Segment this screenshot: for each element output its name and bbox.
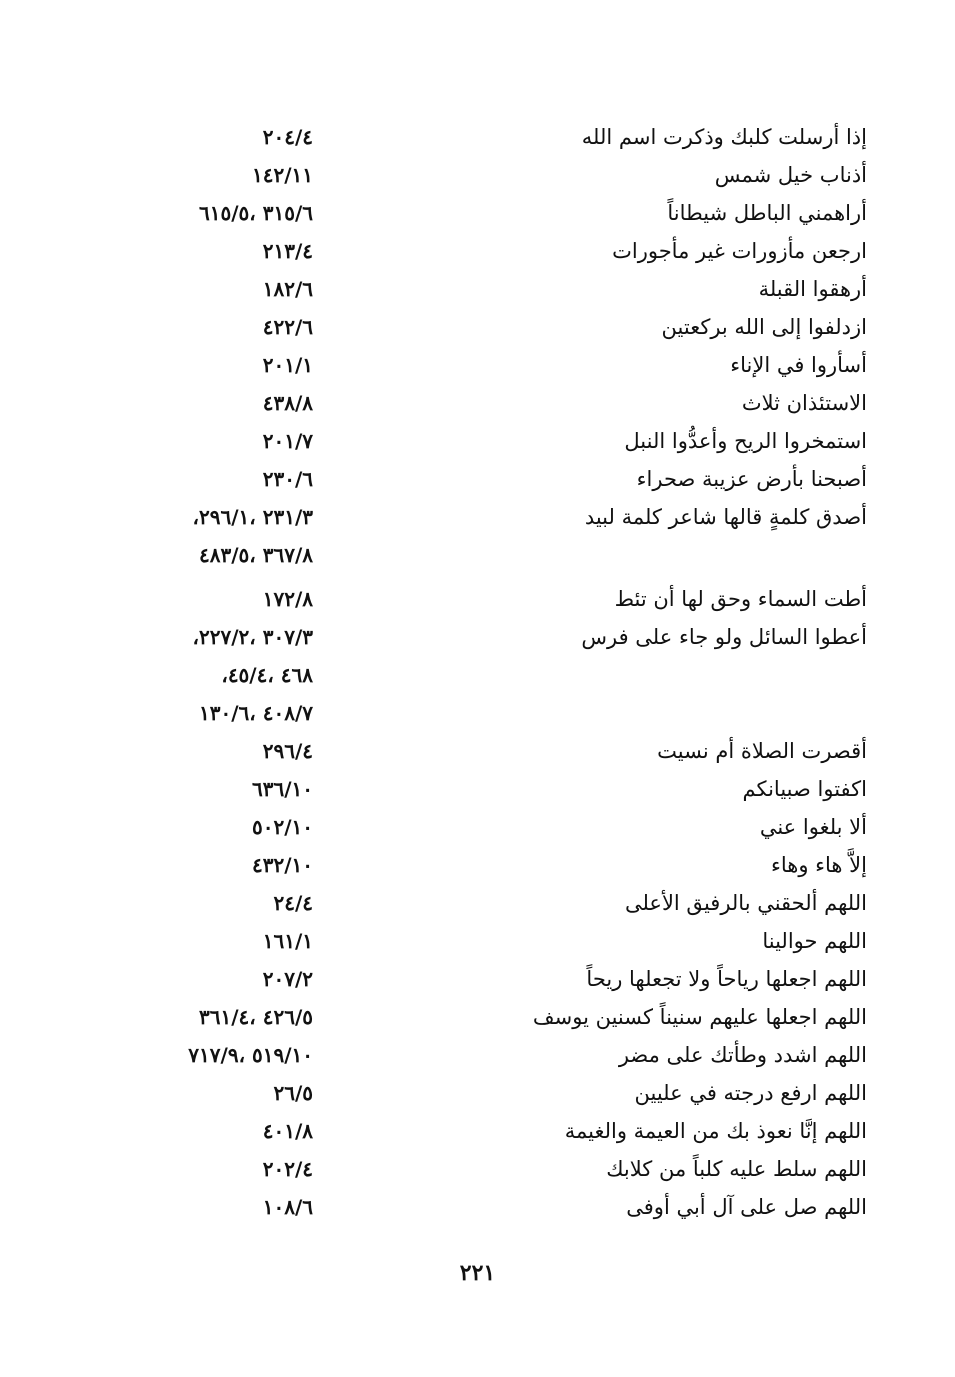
entry-phrase: أعطوا السائل ولو جاء على فرس (581, 625, 867, 649)
entry-reference: ٢٠١/٧ (262, 429, 313, 453)
entry-phrase: أرهقوا القبلة (758, 277, 867, 301)
index-entry-continuation (0, 536, 955, 574)
entry-reference: ٣٦٧/٨ ،٤٨٣/٥ (199, 543, 313, 567)
entry-phrase: اللهم اشدد وطأتك على مضر (618, 1043, 867, 1067)
index-entry (0, 460, 955, 498)
index-entry (0, 732, 955, 770)
entry-reference: ١٦١/١ (262, 929, 313, 953)
index-entry (0, 1112, 955, 1150)
entry-reference: ٢٠١/١ (262, 353, 313, 377)
index-entry (0, 846, 955, 884)
index-entry (0, 808, 955, 846)
entry-reference: ٢٤/٤ (273, 891, 313, 915)
entry-reference: ١٧٢/٨ (262, 587, 313, 611)
entry-reference: ٤٠٨/٧ ،١٣٠/٦ (199, 701, 313, 725)
entry-reference: ٤٢٢/٦ (262, 315, 313, 339)
entry-phrase: اللهم حوالينا (762, 929, 867, 953)
index-entry (0, 884, 955, 922)
index-entry (0, 580, 955, 618)
entry-reference: ٤٢٦/٥ ،٣٦١/٤ (199, 1005, 313, 1029)
entry-phrase: اللهم اجعلها رياحاً ولا تجعلها ريحاً (586, 967, 867, 991)
index-entry (0, 422, 955, 460)
index-entry (0, 308, 955, 346)
entry-reference: ١٨٢/٦ (262, 277, 313, 301)
index-entry (0, 998, 955, 1036)
entry-reference: ٢٣١/٣ ،٢٩٦/١، (192, 505, 313, 529)
entry-phrase: أراهمني الباطل شيطاناً (667, 201, 867, 225)
index-entry (0, 156, 955, 194)
entry-phrase: أسأروا في الإناء (730, 353, 867, 377)
entry-phrase: ازدلفوا إلى الله بركعتين (661, 315, 867, 339)
entry-reference: ٣١٥/٦ ،٦١٥/٥ (199, 201, 313, 225)
index-entry (0, 960, 955, 998)
entry-phrase: الاستئذان ثلاث (741, 391, 867, 415)
index-entry (0, 384, 955, 422)
entry-phrase: اللهم إنَّا نعوذ بك من العيمة والغيمة (564, 1119, 867, 1143)
entry-reference: ٤٣٢/١٠ (251, 853, 313, 877)
entry-reference: ٣٠٧/٣ ،٢٢٧/٢، (192, 625, 313, 649)
index-entry (0, 922, 955, 960)
index-entry (0, 270, 955, 308)
index-entry-continuation (0, 694, 955, 732)
entry-reference: ٥١٩/١٠ ،٧١٧/٩ (188, 1043, 313, 1067)
entry-reference: ١٠٨/٦ (262, 1195, 313, 1219)
page-number: ٢٢١ (459, 1260, 496, 1286)
entry-phrase: استمخروا الريح وأعدُّوا النبل (624, 429, 867, 453)
index-entry (0, 346, 955, 384)
index-entry (0, 118, 955, 156)
entry-reference: ٢١٣/٤ (262, 239, 313, 263)
entry-reference: ١٤٢/١١ (251, 163, 313, 187)
entry-reference: ٢٩٦/٤ (262, 739, 313, 763)
entry-phrase: اللهم اجعلها عليهم سنيناً كسنين يوسف (532, 1005, 867, 1029)
index-entry (0, 1036, 955, 1074)
entry-phrase: اللهم سلط عليه كلباً من كلابك (606, 1157, 867, 1181)
entry-reference: ٢٣٠/٦ (262, 467, 313, 491)
index-entry-continuation (0, 656, 955, 694)
entry-phrase: إذا أرسلت كلبك وذكرت اسم الله (581, 125, 867, 149)
entry-reference: ٢٦/٥ (273, 1081, 313, 1105)
entry-reference: ٢٠٤/٤ (262, 125, 313, 149)
entry-reference: ٢٠٧/٢ (262, 967, 313, 991)
index-entry (0, 618, 955, 656)
index-entry (0, 1188, 955, 1226)
entry-reference: ٦٣٦/١٠ (251, 777, 313, 801)
index-entry (0, 1074, 955, 1112)
entry-phrase: أطت السماء وحق لها أن تئط (614, 587, 867, 611)
entry-phrase: اللهم ارفع درجته في عليين (634, 1081, 867, 1105)
entry-phrase: اكفتوا صبيانكم (742, 777, 867, 801)
index-entry (0, 498, 955, 536)
index-entry (0, 1150, 955, 1188)
entry-phrase: أقصرت الصلاة أم نسيت (657, 739, 867, 763)
entry-phrase: أصبحنا بأرض عزيبة صحراء (636, 467, 867, 491)
entry-phrase: اللهم ألحقني بالرفيق الأعلى (624, 891, 867, 915)
index-entry (0, 194, 955, 232)
entry-phrase: أصدق كلمةٍ قالها شاعر كلمة لبيد (584, 505, 867, 529)
index-entry (0, 232, 955, 270)
entry-phrase: اللهم صل على آل أبي أوفى (626, 1195, 867, 1219)
index-entry (0, 770, 955, 808)
entry-phrase: ارجعن مأزورات غير مأجورات (612, 239, 867, 263)
entry-reference: ٥٠٢/١٠ (251, 815, 313, 839)
entry-phrase: إلاَّ هاء وهاء (771, 853, 867, 877)
entry-phrase: ألا بلغوا عني (759, 815, 867, 839)
entry-reference: ٤٣٨/٨ (262, 391, 313, 415)
entry-phrase: أذناب خيل شمس (714, 163, 867, 187)
entry-reference: ٤٦٨ ،٤٥/٤، (221, 663, 313, 687)
entry-reference: ٤٠١/٨ (262, 1119, 313, 1143)
entry-reference: ٢٠٢/٤ (262, 1157, 313, 1181)
